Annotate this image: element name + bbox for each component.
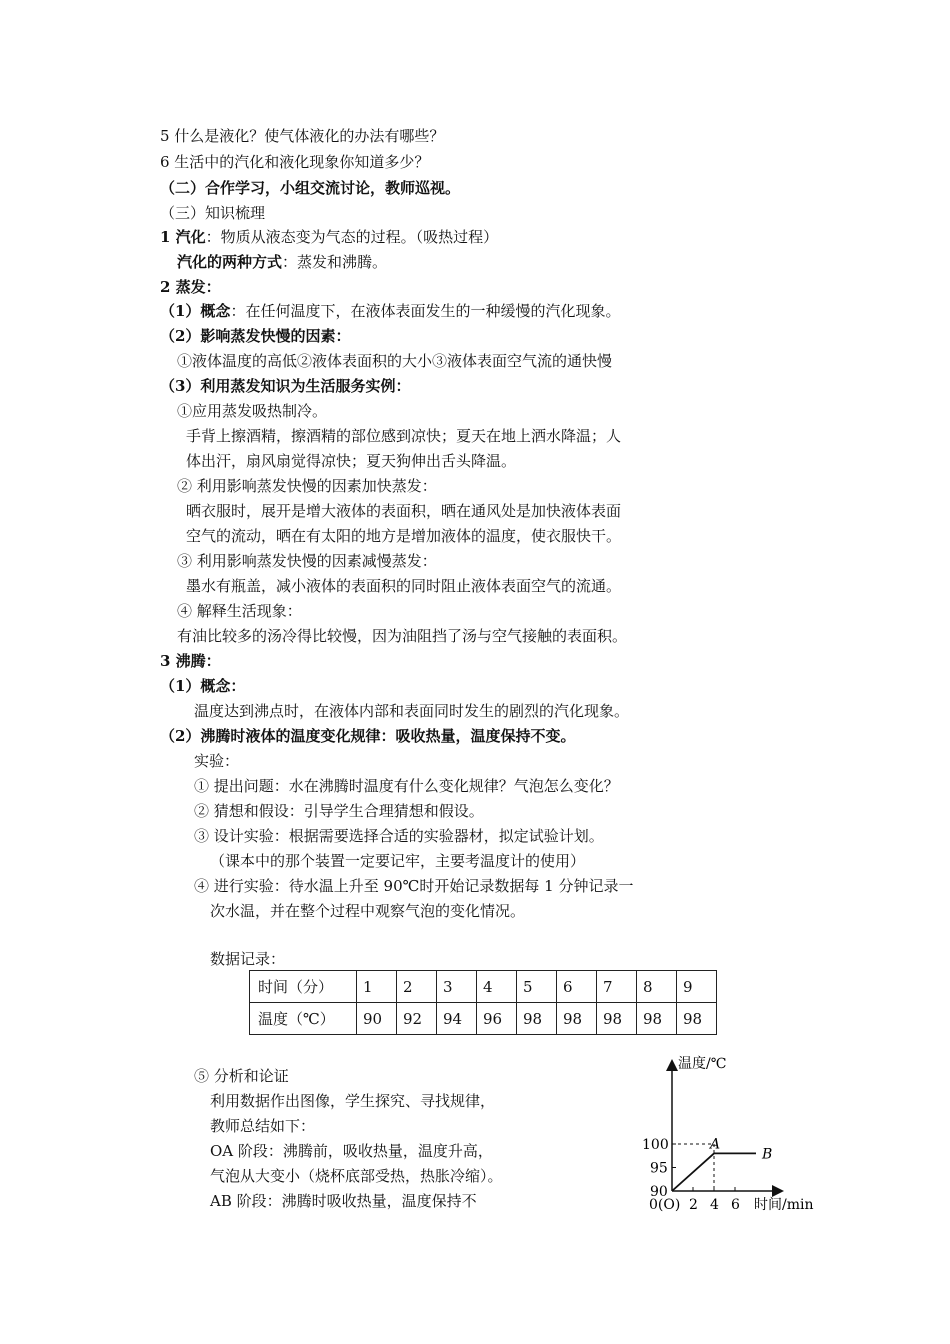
experiment-label: 实验： bbox=[194, 752, 240, 770]
table-cell: 98 bbox=[557, 1003, 597, 1035]
table-cell: 4 bbox=[477, 971, 517, 1003]
evaporation-concept bbox=[160, 301, 620, 321]
table-cell: 8 bbox=[637, 971, 677, 1003]
table-header-time: 时间（分） bbox=[250, 971, 357, 1003]
table-row-temp bbox=[250, 1003, 717, 1035]
x-axis-label: 时间/min bbox=[754, 1197, 814, 1213]
example-2-title: ② 利用影响蒸发快慢的因素加快蒸发： bbox=[177, 477, 437, 495]
boiling-rule-heading: （2）沸腾时液体的温度变化规律：吸收热量，温度保持不变。 bbox=[160, 727, 576, 745]
y-axis-label: 温度/℃ bbox=[678, 1056, 727, 1072]
table-cell: 7 bbox=[597, 971, 637, 1003]
table-cell: 5 bbox=[517, 971, 557, 1003]
step-2: ② 猜想和假设：引导学生合理猜想和假设。 bbox=[194, 802, 484, 820]
example-2-line-1: 晒衣服时，展开是增大液体的表面积，晒在通风处是加快液体表面 bbox=[186, 502, 622, 520]
y-tick-label: 100 bbox=[642, 1137, 669, 1153]
evaporation-concept-term: （1）概念 bbox=[160, 302, 231, 320]
example-3-line-1: 墨水有瓶盖，减小液体的表面积的同时阻止液体表面空气的流通。 bbox=[186, 577, 622, 595]
step-5-title: ⑤ 分析和论证 bbox=[194, 1067, 289, 1085]
temperature-table bbox=[249, 970, 717, 1035]
evaporation-heading: 2 蒸发： bbox=[160, 278, 221, 296]
step-3: ③ 设计实验：根据需要选择合适的实验器材，拟定试验计划。 bbox=[194, 827, 604, 845]
step-4-line-2: 次水温，并在整个过程中观察气泡的变化情况。 bbox=[210, 902, 526, 920]
table-header-temp: 温度（℃） bbox=[250, 1003, 357, 1035]
step-3-note: （课本中的那个装置一定要记牢，主要考温度计的使用） bbox=[210, 852, 586, 870]
step-4-line-1: ④ 进行实验：待水温上升至 90℃时开始记录数据每 1 分钟记录一 bbox=[194, 877, 634, 895]
example-4-line-1: 有油比较多的汤冷得比较慢，因为油阻挡了汤与空气接触的表面积。 bbox=[177, 627, 628, 645]
step-1: ① 提出问题：水在沸腾时温度有什么变化规律？气泡怎么变化？ bbox=[194, 777, 619, 795]
table-cell: 98 bbox=[597, 1003, 637, 1035]
step-5-line-2: 教师总结如下： bbox=[210, 1117, 316, 1135]
table-cell: 96 bbox=[477, 1003, 517, 1035]
table-cell: 6 bbox=[557, 971, 597, 1003]
boiling-graph bbox=[636, 1048, 836, 1220]
example-2-line-2: 空气的流动，晒在有太阳的地方是增加液体的温度，使衣服快干。 bbox=[186, 527, 622, 545]
example-3-title: ③ 利用影响蒸发快慢的因素减慢蒸发： bbox=[177, 552, 437, 570]
evaporation-factors-heading: （2）影响蒸发快慢的因素： bbox=[160, 327, 351, 345]
evaporation-concept-text: ：在任何温度下，在液体表面发生的一种缓慢的汽化现象。 bbox=[230, 302, 621, 320]
question-5: 5 什么是液化？使气体液化的办法有哪些？ bbox=[160, 127, 445, 145]
example-4-title: ④ 解释生活现象： bbox=[177, 602, 302, 620]
step-5-line-1: 利用数据作出图像，学生探究、寻找规律， bbox=[210, 1092, 496, 1110]
point-label-a: A bbox=[710, 1136, 721, 1153]
table-cell: 9 bbox=[677, 971, 717, 1003]
section-heading-3: （三）知识梳理 bbox=[160, 204, 266, 222]
example-1-line-1: 手背上擦酒精，擦酒精的部位感到凉快；夏天在地上洒水降温；人 bbox=[186, 427, 622, 445]
table-cell: 98 bbox=[637, 1003, 677, 1035]
vaporization-term: 1 汽化 bbox=[160, 228, 206, 246]
boiling-concept-heading: （1）概念： bbox=[160, 677, 246, 695]
evaporation-examples-heading: （3）利用蒸发知识为生活服务实例： bbox=[160, 377, 411, 395]
example-1-title: ①应用蒸发吸热制冷。 bbox=[177, 402, 328, 420]
vaporization-definition bbox=[160, 227, 498, 247]
table-cell: 1 bbox=[357, 971, 397, 1003]
table-row-time bbox=[250, 971, 717, 1003]
vaporization-ways-term: 汽化的两种方式 bbox=[177, 253, 283, 271]
table-cell: 98 bbox=[517, 1003, 557, 1035]
origin-label: 0(O) bbox=[649, 1197, 681, 1213]
x-tick-label: 2 bbox=[689, 1197, 698, 1213]
data-record-label: 数据记录： bbox=[210, 950, 286, 968]
series-line bbox=[672, 1153, 756, 1191]
y-tick-label: 90 bbox=[650, 1184, 668, 1200]
x-tick-label: 4 bbox=[710, 1197, 719, 1213]
table-cell: 90 bbox=[357, 1003, 397, 1035]
oa-bubble-line: 气泡从大变小（烧杯底部受热，热胀冷缩）。 bbox=[210, 1167, 503, 1185]
vaporization-text: ：物质从液态变为气态的过程。（吸热过程） bbox=[205, 228, 499, 246]
table-cell: 2 bbox=[397, 971, 437, 1003]
table-cell: 3 bbox=[437, 971, 477, 1003]
oa-stage-line: OA 阶段：沸腾前，吸收热量，温度升高， bbox=[210, 1142, 493, 1160]
boiling-heading: 3 沸腾： bbox=[160, 652, 221, 670]
vaporization-ways bbox=[177, 252, 387, 272]
boiling-concept-text: 温度达到沸点时，在液体内部和表面同时发生的剧烈的汽化现象。 bbox=[194, 702, 630, 720]
ab-stage-line: AB 阶段：沸腾时吸收热量，温度保持不 bbox=[210, 1192, 477, 1210]
x-tick-label: 6 bbox=[731, 1197, 740, 1213]
question-6: 6 生活中的汽化和液化现象你知道多少？ bbox=[160, 153, 430, 171]
example-1-line-2: 体出汗，扇风扇觉得凉快；夏天狗伸出舌头降温。 bbox=[186, 452, 517, 470]
table-cell: 98 bbox=[677, 1003, 717, 1035]
point-label-b: B bbox=[762, 1146, 773, 1163]
table-cell: 92 bbox=[397, 1003, 437, 1035]
table-cell: 94 bbox=[437, 1003, 477, 1035]
y-tick-label: 95 bbox=[650, 1160, 668, 1177]
vaporization-ways-text: ：蒸发和沸腾。 bbox=[282, 253, 388, 271]
evaporation-factors: ①液体温度的高低②液体表面积的大小③液体表面空气流的通快慢 bbox=[177, 352, 613, 370]
section-heading-2: （二）合作学习，小组交流讨论，教师巡视。 bbox=[160, 179, 461, 197]
